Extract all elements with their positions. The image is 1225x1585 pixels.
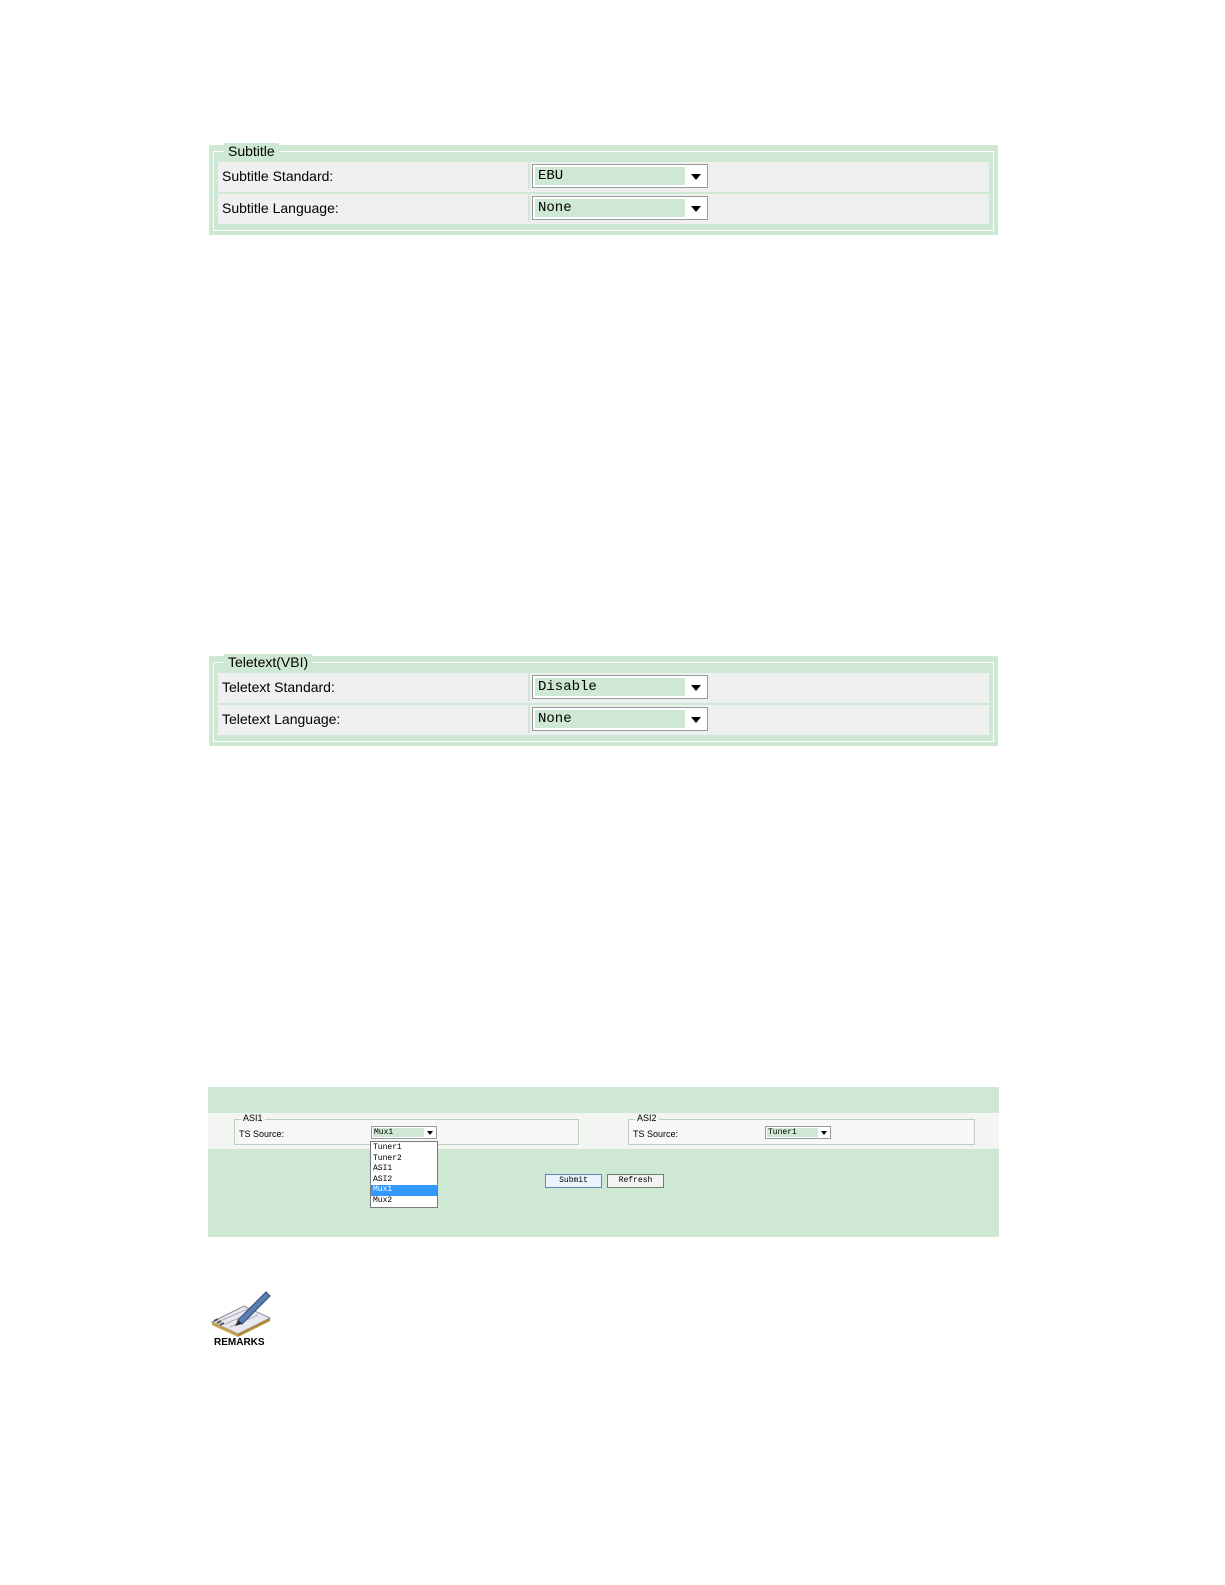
asi2-legend: ASI2 — [637, 1113, 657, 1123]
teletext-fieldset — [213, 654, 994, 742]
subtitle-standard-select[interactable] — [532, 164, 708, 188]
chevron-down-icon — [691, 717, 701, 723]
dropdown-option-tuner1[interactable]: Tuner1 — [373, 1143, 402, 1152]
asi2-ts-source-select[interactable] — [765, 1126, 831, 1139]
subtitle-standard-label: Subtitle Standard: — [218, 162, 530, 190]
chevron-down-icon — [427, 1131, 433, 1135]
dropdown-option-asi1[interactable]: ASI1 — [373, 1164, 393, 1173]
teletext-language-select[interactable] — [532, 707, 708, 731]
asi2-ts-source-label: TS Source: — [633, 1129, 679, 1139]
subtitle-standard-value: EBU — [535, 167, 685, 185]
teletext-standard-row — [218, 673, 989, 705]
subtitle-language-row — [218, 194, 989, 226]
subtitle-language-label: Subtitle Language: — [218, 194, 530, 222]
teletext-panel — [209, 656, 998, 746]
teletext-language-value: None — [535, 710, 685, 728]
chevron-down-icon — [691, 685, 701, 691]
notebook-pen-icon — [208, 1288, 274, 1338]
subtitle-fieldset — [213, 143, 994, 231]
remarks-label: REMARKS — [214, 1337, 265, 1348]
chevron-down-icon — [821, 1131, 827, 1135]
refresh-button[interactable]: Refresh — [607, 1174, 664, 1188]
asi1-ts-source-label: TS Source: — [239, 1129, 285, 1139]
asi2-fieldset — [628, 1113, 975, 1145]
asi1-ts-source-value: Mux1 — [373, 1128, 424, 1137]
asi1-legend: ASI1 — [243, 1113, 263, 1123]
asi1-ts-source-select[interactable] — [371, 1126, 437, 1139]
asi-panel — [208, 1087, 999, 1237]
subtitle-language-select[interactable] — [532, 196, 708, 220]
teletext-language-label: Teletext Language: — [218, 705, 530, 733]
submit-button[interactable]: Submit — [545, 1174, 602, 1188]
teletext-standard-label: Teletext Standard: — [218, 673, 530, 701]
ts-source-dropdown-list — [370, 1141, 438, 1208]
dropdown-option-asi2[interactable]: ASI2 — [373, 1174, 393, 1184]
teletext-legend: Teletext(VBI) — [224, 654, 312, 670]
subtitle-standard-row — [218, 162, 989, 194]
teletext-standard-select[interactable] — [532, 675, 708, 699]
asi2-ts-source-value: Tuner1 — [767, 1128, 818, 1137]
subtitle-legend: Subtitle — [224, 143, 279, 159]
teletext-standard-value: Disable — [535, 678, 685, 696]
subtitle-language-value: None — [535, 199, 685, 217]
subtitle-panel — [209, 145, 998, 235]
remarks-block — [208, 1288, 274, 1348]
chevron-down-icon — [691, 206, 701, 212]
dropdown-option-mux2[interactable]: Mux2 — [373, 1195, 393, 1205]
chevron-down-icon — [691, 174, 701, 180]
asi-strip — [208, 1113, 999, 1149]
dropdown-option-tuner2[interactable]: Tuner2 — [373, 1153, 402, 1163]
dropdown-option-mux1[interactable]: Mux1 — [371, 1185, 437, 1196]
teletext-language-row — [218, 705, 989, 737]
